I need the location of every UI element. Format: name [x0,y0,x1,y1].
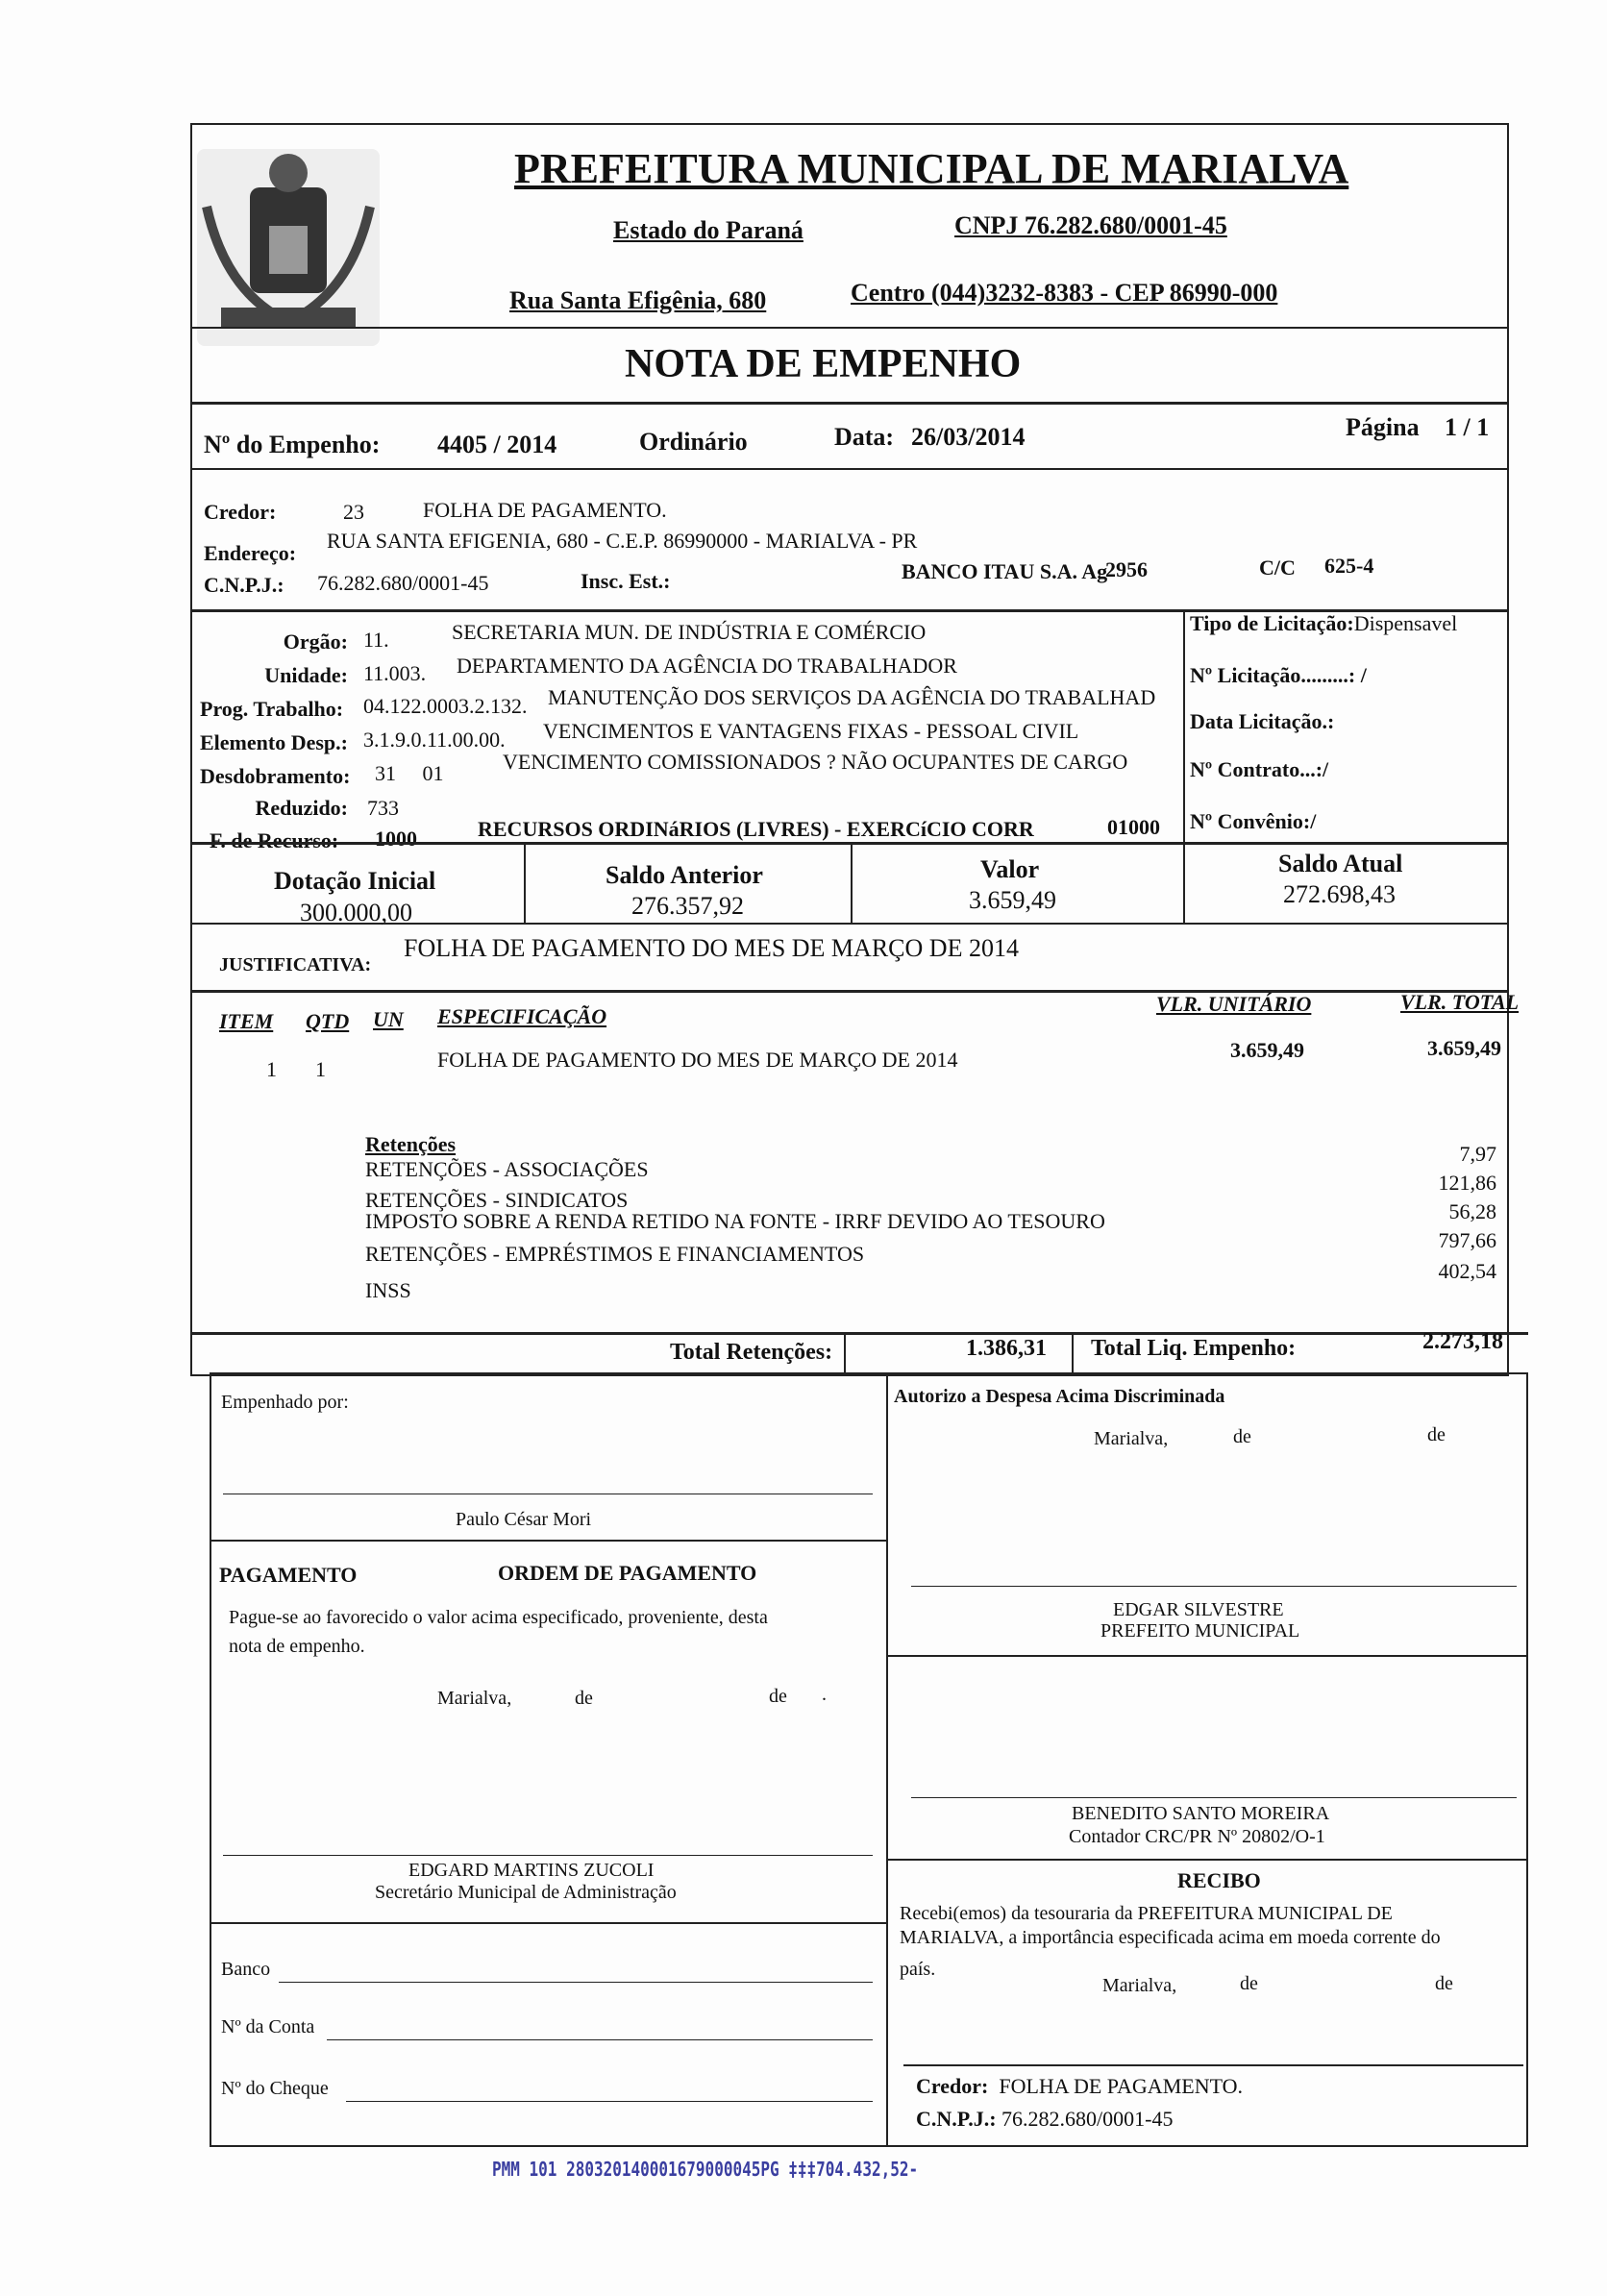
item-number: 1 [266,1057,277,1081]
desdobramento-desc: VENCIMENTO COMISSIONADOS ? NÃO OCUPANTES DE CARGO [503,750,1128,774]
retencoes-title: Retenções [365,1132,457,1156]
orgao-desc: SECRETARIA MUN. DE INDÚSTRIA E COMÉRCIO [452,620,927,644]
cheque-field[interactable] [346,2101,873,2102]
place: Marialva, [437,1688,512,1709]
col-total-value: VLR. TOTAL [1400,990,1520,1014]
item-total-value: 3.659,49 [1427,1036,1501,1060]
retencao-name: RETENÇÕES - EMPRÉSTIMOS E FINANCIAMENTOS [365,1242,865,1266]
total-retencoes-label: Total Retenções: [670,1340,833,1365]
insc-label: Insc. Est.: [581,569,671,593]
dotacao-label: Dotação Inicial [274,867,436,895]
org-title: PREFEITURA MUNICIPAL DE MARIALVA [514,145,1349,192]
recurso-label: F. de Recurso: [210,828,339,852]
retencao-value: 121,86 [1438,1171,1496,1195]
unidade-code: 11.003. [363,661,427,685]
page-number: 1 / 1 [1445,413,1490,441]
de-text: de [1240,1973,1258,1994]
cc-label: C/C [1259,555,1296,580]
empenho-date: 26/03/2014 [911,423,1026,451]
col-item: ITEM [219,1009,274,1033]
valor-label: Valor [980,855,1040,883]
recibo-text: Recebi(emos) da tesouraria da PREFEITURA MUNICIPAL DE [900,1903,1393,1924]
tipo-licitacao-value: Dispensavel [1353,611,1458,635]
banco-label: Banco [221,1959,271,1980]
item-unit-value: 3.659,49 [1230,1038,1304,1062]
total-liquido-label: Total Liq. Empenho: [1091,1336,1297,1361]
licitacao-date: Data Licitação.: [1190,709,1335,733]
dotacao-value: 300.000,00 [300,899,412,926]
recibo-cnpj: 76.282.680/0001-45 [1001,2107,1174,2131]
divider [190,842,1509,845]
divider [886,1374,888,2147]
item-spec: FOLHA DE PAGAMENTO DO MES DE MARÇO DE 2014 [437,1048,958,1072]
empenho-number: 4405 / 2014 [437,431,557,458]
contrato-number: Nº Contrato...:/ [1190,757,1329,781]
divider [210,1922,886,1924]
autorizo-text: Autorizo a Despesa Acima Discriminada [894,1386,1225,1407]
divider [190,1332,1528,1335]
empenhado-por-label: Empenhado por: [221,1392,349,1413]
recurso-desc: RECURSOS ORDINáRIOS (LIVRES) - EXERCíCIO CORR [478,817,1034,841]
justificativa-label: JUSTIFICATIVA: [219,954,372,975]
empenho-type: Ordinário [639,428,748,456]
divider [903,2064,1523,2066]
empenhado-por-name: Paulo César Mori [456,1509,592,1530]
orgao-code: 11. [363,628,389,652]
elemento-desc: VENCIMENTOS E VANTAGENS FIXAS - PESSOAL CIVIL [543,719,1079,743]
tipo-licitacao-label: Tipo de Licitação: [1190,611,1354,635]
retencao-name: INSS [365,1278,411,1302]
contador-title: Contador CRC/PR Nº 20802/O-1 [1069,1826,1325,1847]
prog-label: Prog. Trabalho: [200,697,344,721]
de-text: de [769,1686,787,1707]
agency: 2956 [1105,557,1148,581]
signature-line [911,1797,1517,1798]
org-contact: Centro (044)3232-8383 - CEP 86990-000 [851,279,1278,307]
ordem-pagamento-title: ORDEM DE PAGAMENTO [498,1561,757,1585]
org-address: Rua Santa Efigênia, 680 [509,286,767,314]
recurso-number: 01000 [1107,815,1160,839]
prefeito-name: EDGAR SILVESTRE [1113,1599,1284,1620]
recibo-title: RECIBO [1177,1868,1261,1892]
dot: . [822,1684,827,1705]
prefeito-title: PREFEITO MUNICIPAL [1100,1620,1300,1642]
banco-field[interactable] [279,1982,873,1983]
recibo-credor-label: Credor: [916,2074,989,2098]
divider [1183,609,1185,844]
retencao-name: IMPOSTO SOBRE A RENDA RETIDO NA FONTE - IRRF DEVIDO AO TESOURO [365,1209,1105,1233]
orgao-label: Orgão: [283,630,348,654]
city-coat-of-arms-logo [197,149,380,346]
conta-field[interactable] [327,2039,873,2040]
convenio-number: Nº Convênio:/ [1190,809,1317,833]
cc-number: 625-4 [1324,554,1374,578]
divider [851,842,853,925]
elemento-label: Elemento Desp.: [200,730,348,754]
credor-name: FOLHA DE PAGAMENTO. [423,498,667,522]
secretario-name: EDGARD MARTINS ZUCOLI [408,1860,655,1881]
unidade-label: Unidade: [264,663,348,687]
divider [190,923,1509,925]
document-title: NOTA DE EMPENHO [625,342,1022,386]
divider [886,1859,1528,1861]
saldo-anterior-value: 276.357,92 [631,892,744,920]
col-spec: ESPECIFICAÇÃO [437,1004,607,1028]
place: Marialva, [1094,1428,1169,1449]
pague-text-2: nota de empenho. [229,1636,365,1657]
retencao-name: RETENÇÕES - ASSOCIAÇÕES [365,1157,649,1181]
prog-desc: MANUTENÇÃO DOS SERVIÇOS DA AGÊNCIA DO TRABALHAD [548,685,1156,709]
date-label: Data: [834,423,895,451]
divider [1183,842,1185,925]
recurso-code: 1000 [375,827,417,851]
signature-line [223,1855,873,1856]
machine-authentication-code: PMM 101 280320140001679000045PG ‡‡‡704.432,52- [492,2158,919,2181]
pague-text: Pague-se ao favorecido o valor acima especificado, proveniente, desta [229,1607,768,1628]
credor-code: 23 [343,500,364,524]
divider [886,1655,1528,1657]
desdobramento-code: 31 01 [375,761,444,785]
divider [524,842,526,925]
total-liquido-value: 2.273,18 [1422,1329,1503,1354]
address-label: Endereço: [204,541,297,565]
conta-label: Nº da Conta [221,2016,315,2037]
place: Marialva, [1102,1975,1177,1996]
credor-cnpj: 76.282.680/0001-45 [317,571,489,595]
credor-label: Credor: [204,500,277,524]
coat-of-arms-icon [197,149,380,346]
item-qtd: 1 [315,1057,326,1081]
signature-line [911,1586,1517,1587]
empenho-label: Nº do Empenho: [204,431,381,458]
reduzido-code: 733 [367,796,399,820]
de-text: de [1435,1973,1453,1994]
col-unit-value: VLR. UNITÁRIO [1156,992,1312,1016]
retencao-value: 56,28 [1448,1199,1496,1223]
recibo-cnpj-label: C.N.P.J.: [916,2107,997,2131]
valor-value: 3.659,49 [969,886,1056,914]
cheque-label: Nº do Cheque [221,2078,329,2099]
org-cnpj: CNPJ 76.282.680/0001-45 [954,211,1227,239]
recibo-credor: FOLHA DE PAGAMENTO. [999,2074,1244,2098]
recibo-text: país. [900,1959,936,1980]
retencao-value: 402,54 [1438,1259,1496,1283]
divider [190,468,1509,470]
licitacao-number: Nº Licitação.........: / [1190,663,1367,687]
retencao-name: RETENÇÕES - SINDICATOS [365,1188,629,1212]
desdobramento-label: Desdobramento: [200,764,351,788]
contador-name: BENEDITO SANTO MOREIRA [1072,1803,1330,1824]
divider [190,327,1509,329]
bank-name: BANCO ITAU S.A. Ag [902,559,1108,583]
page-label: Página [1346,413,1420,441]
reduzido-label: Reduzido: [255,796,348,820]
saldo-atual-label: Saldo Atual [1278,850,1403,877]
col-qtd: QTD [306,1009,350,1033]
total-retencoes-value: 1.386,31 [966,1336,1047,1361]
col-un: UN [373,1007,404,1031]
prog-code: 04.122.0003.2.132. [363,694,528,718]
justificativa-text: FOLHA DE PAGAMENTO DO MES DE MARÇO DE 2014 [404,934,1019,962]
de-text: de [575,1688,593,1709]
credor-address: RUA SANTA EFIGENIA, 680 - C.E.P. 86990000 - MARIALVA - PR [327,529,918,553]
recibo-text: MARIALVA, a importância especificada acima em moeda corrente do [900,1927,1441,1948]
pagamento-title: PAGAMENTO [219,1563,358,1587]
divider [844,1332,846,1374]
unidade-desc: DEPARTAMENTO DA AGÊNCIA DO TRABALHADOR [457,654,957,678]
saldo-anterior-label: Saldo Anterior [606,861,763,889]
state-label: Estado do Paraná [613,216,804,244]
divider [210,1540,886,1542]
saldo-atual-value: 272.698,43 [1283,880,1396,908]
cnpj-label: C.N.P.J.: [204,573,284,597]
elemento-code: 3.1.9.0.11.00.00. [363,728,506,752]
de-text: de [1427,1424,1446,1445]
secretario-title: Secretário Municipal de Administração [375,1882,677,1903]
lower-frame [210,1372,1528,2147]
retencao-value: 797,66 [1438,1228,1496,1252]
divider [190,402,1509,405]
de-text: de [1233,1426,1251,1447]
retencao-value: 7,97 [1459,1142,1496,1166]
divider [1072,1332,1074,1374]
